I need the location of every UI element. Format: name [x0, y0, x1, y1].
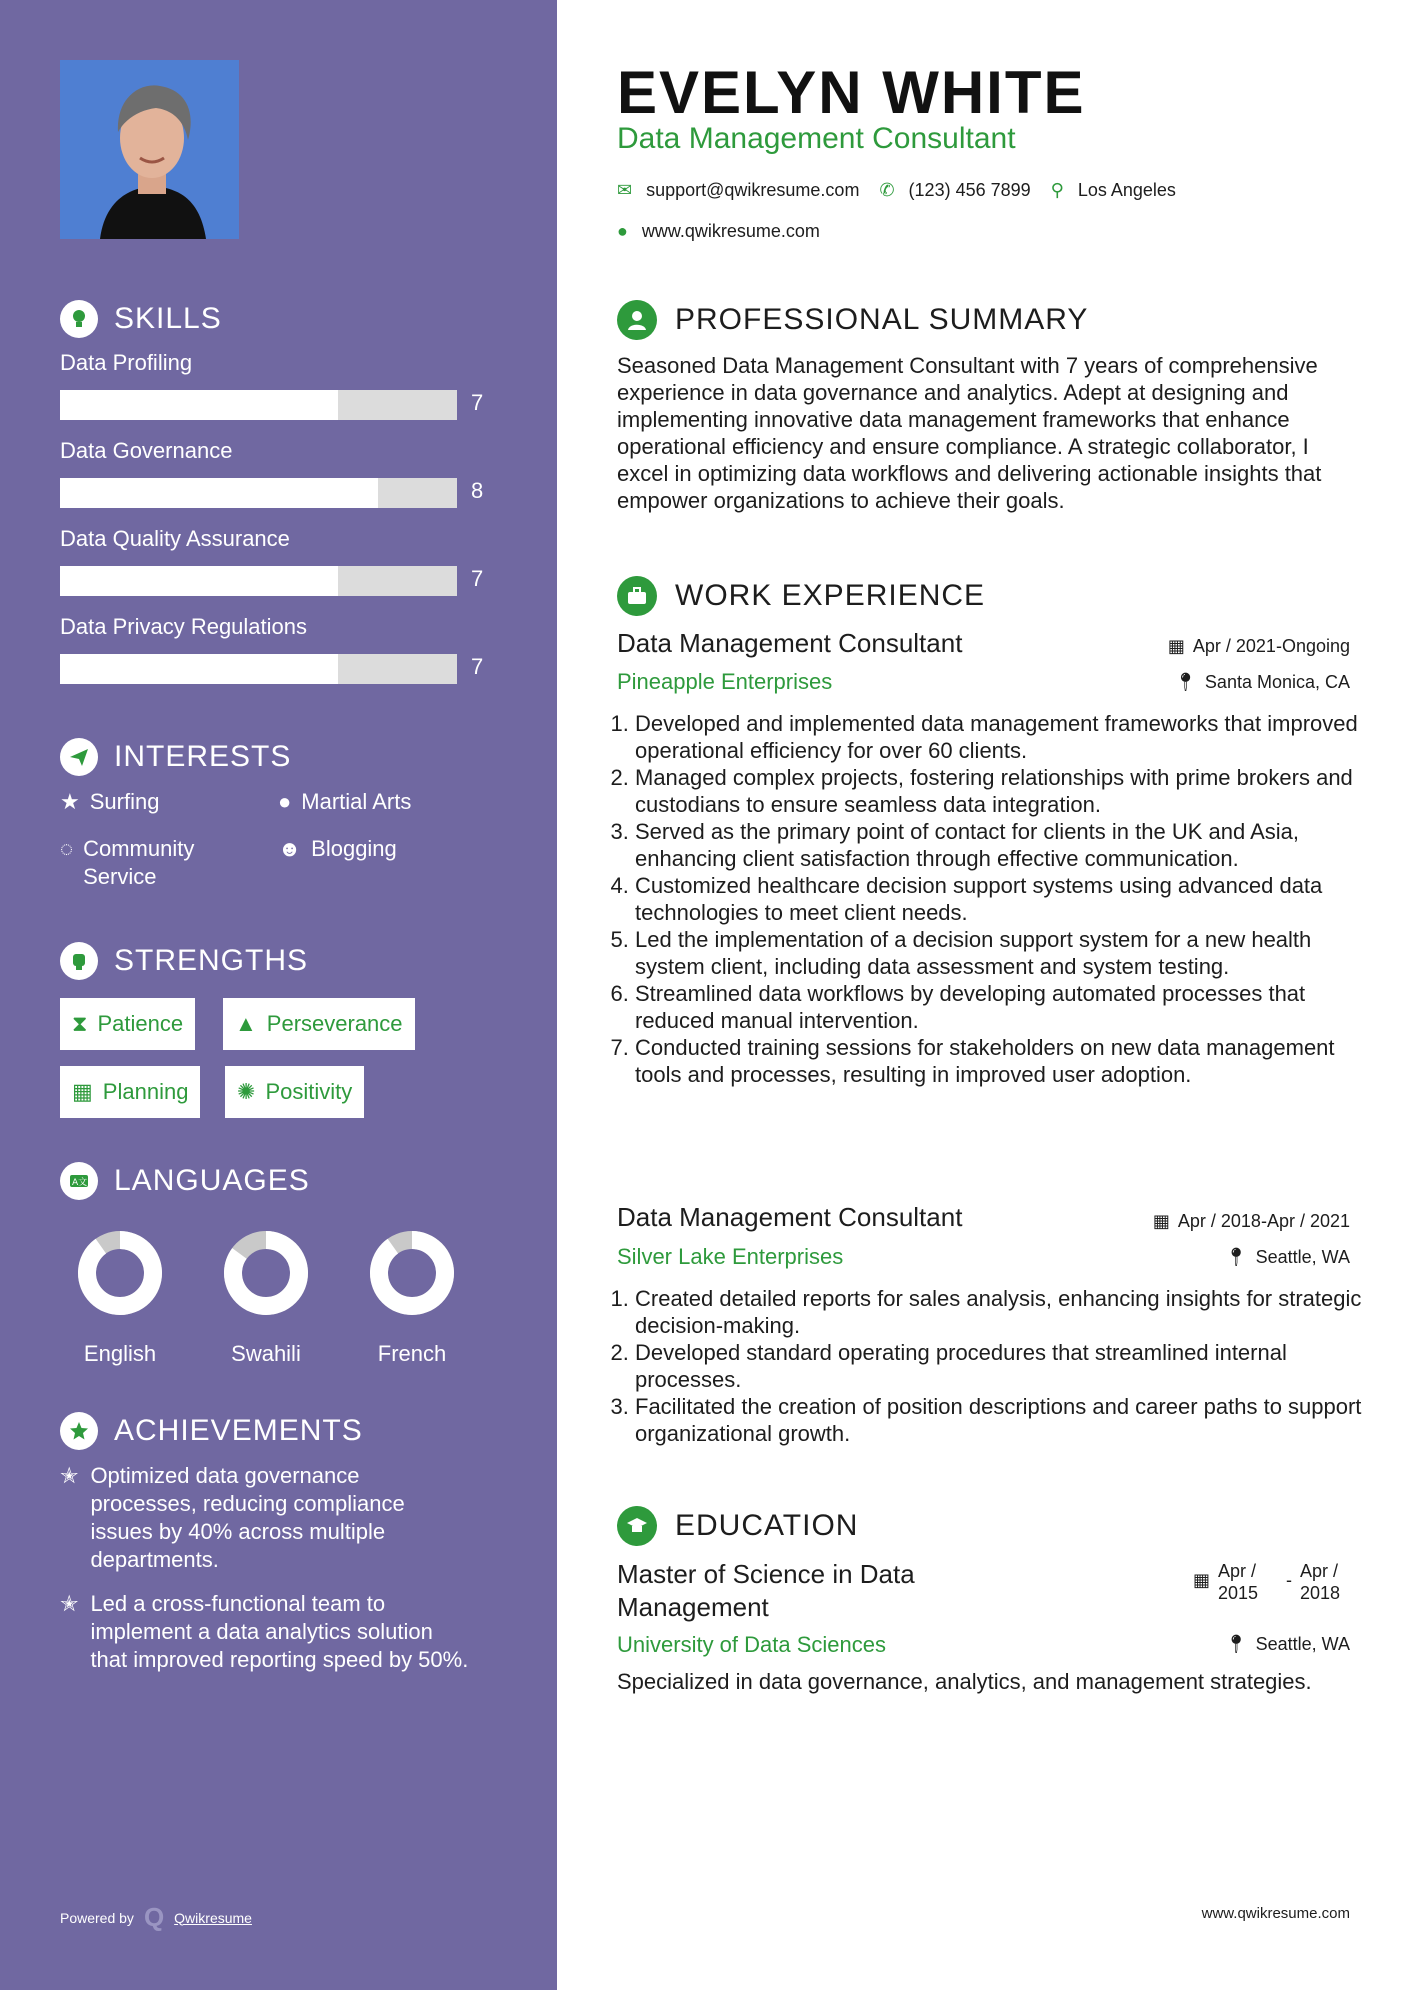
- list-item: 6. Streamlined data workflows by developing automated processes that reduced manual intervention.: [635, 980, 1375, 1034]
- job-company: Silver Lake Enterprises: [617, 1244, 844, 1269]
- strength-label: Positivity: [265, 1079, 353, 1104]
- job-dates-text: Apr / 2018-Apr / 2021: [1177, 1211, 1350, 1231]
- job-location: [1174, 672, 1350, 693]
- job-dates-text: Apr / 2021-Ongoing: [1192, 636, 1350, 656]
- hand-icon: ◌: [60, 836, 74, 861]
- footer-site[interactable]: www.qwikresume.com: [1201, 1905, 1350, 1922]
- website-row: [617, 221, 820, 242]
- star-icon: ★: [60, 789, 80, 814]
- achievement-text: Optimized data governance processes, reducing compliance issues by 40% across multiple departments.: [90, 1463, 405, 1572]
- job-location-text: Seattle, WA: [1255, 1247, 1350, 1267]
- skills-heading: [60, 300, 222, 338]
- achievements-heading: [60, 1412, 363, 1450]
- languages-title: LANGUAGES: [114, 1164, 310, 1197]
- lightbulb-icon: [60, 300, 98, 338]
- pin-icon: 📍︎: [1224, 1247, 1248, 1267]
- date-separator: -: [1286, 1570, 1292, 1590]
- education-description: Specialized in data governance, analytics, and management strategies.: [617, 1669, 1312, 1694]
- skill-bar-fill: [60, 478, 378, 508]
- phone-icon: ✆: [879, 180, 895, 200]
- main-content: [557, 0, 1407, 1990]
- summary-title: PROFESSIONAL SUMMARY: [675, 303, 1089, 336]
- education-location-text: Seattle, WA: [1255, 1634, 1350, 1654]
- award-icon: [60, 1412, 98, 1450]
- skill-name: Data Privacy Regulations: [60, 614, 308, 639]
- briefcase-icon: [617, 576, 657, 616]
- interest-item: [60, 788, 159, 816]
- map-pin-icon: ⚲: [1050, 180, 1064, 200]
- hourglass-icon: ⧗: [72, 1011, 88, 1036]
- list-item: 3. Served as the primary point of contact for clients in the UK and Asia, enhancing client satisfaction through effective communication.: [635, 818, 1375, 872]
- contact-website[interactable]: www.qwikresume.com: [641, 221, 820, 241]
- skill-name: Data Profiling: [60, 350, 193, 375]
- achievement-item: [60, 1462, 500, 1574]
- globe-icon: ●: [278, 789, 292, 814]
- calendar-icon: ▦: [72, 1079, 93, 1104]
- brand-link[interactable]: Qwikresume: [174, 1909, 252, 1926]
- list-item: 5. Led the implementation of a decision support system for a new health system client, including data assessment and system testing.: [635, 926, 1375, 980]
- strength-label: Patience: [97, 1011, 184, 1036]
- calendar-icon: ▦: [1167, 636, 1185, 656]
- powered-by: [60, 1902, 252, 1933]
- strengths-title: STRENGTHS: [114, 944, 309, 977]
- list-item: 3. Facilitated the creation of position descriptions and career paths to support organizational growth.: [635, 1393, 1375, 1447]
- language-item: [60, 1228, 180, 1367]
- language-ring: [60, 1228, 180, 1318]
- skill-bar-fill: [60, 390, 338, 420]
- education-start: Apr / 2015: [1218, 1561, 1259, 1603]
- skill-level: 7: [471, 654, 484, 679]
- skill-level: 7: [471, 390, 484, 415]
- contact-phone[interactable]: (123) 456 7899: [908, 180, 1031, 200]
- list-item: 2. Developed standard operating procedures that streamlined internal processes.: [635, 1339, 1375, 1393]
- job-bullets: [607, 710, 1375, 1088]
- skill-name: Data Governance: [60, 438, 233, 463]
- qwikresume-logo-icon: Q: [143, 1902, 165, 1932]
- language-ring: [206, 1228, 326, 1318]
- job-company: Pineapple Enterprises: [617, 669, 833, 694]
- pin-icon: 📍︎: [1174, 672, 1197, 692]
- contact-row: [617, 180, 1176, 201]
- interest-item: [60, 835, 213, 891]
- strength-label: Perseverance: [266, 1011, 403, 1036]
- list-item: 1. Developed and implemented data management frameworks that improved operational efficiency for over 60 clients.: [635, 710, 1375, 764]
- contact-location: Los Angeles: [1077, 180, 1176, 200]
- interest-label: Surfing: [89, 789, 160, 814]
- strength-chip: [225, 1066, 364, 1118]
- experience-heading: [617, 576, 985, 616]
- interests-heading: [60, 738, 291, 776]
- strength-chip: [223, 998, 415, 1050]
- strength-chip: [60, 1066, 200, 1118]
- svg-text:A文: A文: [72, 1178, 88, 1188]
- language-name: French: [377, 1341, 447, 1366]
- calendar-icon: ▦: [1152, 1211, 1170, 1231]
- language-ring: [352, 1228, 472, 1318]
- experience-title: WORK EXPERIENCE: [675, 579, 986, 612]
- users-icon: ☻: [278, 836, 302, 861]
- star-burst-icon: ✭: [60, 1463, 79, 1488]
- envelope-icon: ✉: [617, 180, 633, 200]
- list-item: 1. Created detailed reports for sales analysis, enhancing insights for strategic decision-making.: [635, 1285, 1375, 1339]
- school-name: University of Data Sciences: [617, 1632, 886, 1657]
- skill-item: [60, 614, 500, 684]
- sun-icon: ✺: [237, 1079, 256, 1104]
- person-name: EVELYN WHITE: [617, 59, 1086, 126]
- translate-icon: [60, 1162, 98, 1200]
- skill-name: Data Quality Assurance: [60, 526, 290, 551]
- summary-text: Seasoned Data Management Consultant with 7 years of comprehensive experience in data governance and analytics. Adept at designing and implementing innovative data management frameworks that enhance operational efficiency and ensure compliance. A strategic collaborator, I excel in optimizing data workflows and delivering actionable insights that empower organizations to achieve their goals.: [617, 353, 1322, 513]
- user-icon: [617, 300, 657, 340]
- achievement-text: Led a cross-functional team to implement a data analytics solution that improved reporting speed by 50%.: [90, 1591, 469, 1672]
- profile-photo: [60, 60, 239, 239]
- person-role: Data Management Consultant: [617, 122, 1016, 155]
- skill-level: 7: [471, 566, 484, 591]
- education-end: Apr / 2018: [1300, 1561, 1341, 1603]
- road-icon: ▲: [235, 1011, 257, 1036]
- list-item: 4. Customized healthcare decision support systems using advanced data technologies to meet client needs.: [635, 872, 1375, 926]
- job-bullets: [607, 1285, 1375, 1447]
- skill-bar-fill: [60, 654, 338, 684]
- fist-icon: [60, 942, 98, 980]
- language-name: Swahili: [231, 1341, 301, 1366]
- strength-label: Planning: [102, 1079, 189, 1104]
- list-item: 7. Conducted training sessions for stakeholders on new data management tools and processes, resulting in improved user adoption.: [635, 1034, 1375, 1088]
- calendar-icon: ▦: [1192, 1570, 1210, 1590]
- skill-item: [60, 350, 500, 420]
- skill-level: 8: [471, 478, 484, 503]
- interest-item: [278, 788, 411, 816]
- paper-plane-icon: [60, 738, 98, 776]
- interests-title: INTERESTS: [114, 740, 292, 773]
- education-title: EDUCATION: [675, 1509, 859, 1542]
- star-burst-icon: ✭: [60, 1591, 79, 1616]
- skill-item: [60, 438, 500, 508]
- education-heading: [617, 1506, 858, 1546]
- interest-label: Blogging: [311, 836, 397, 861]
- job-dates: [1168, 636, 1350, 657]
- strengths-heading: [60, 942, 308, 980]
- graduation-cap-icon: [617, 1506, 657, 1546]
- interest-label: Community Service: [83, 836, 195, 889]
- degree-title: Master of Science in Data Management: [617, 1559, 915, 1622]
- education-dates: [1193, 1560, 1350, 1604]
- language-item: [206, 1228, 326, 1367]
- summary-heading: [617, 300, 1088, 340]
- job-title: Data Management Consultant: [617, 628, 963, 658]
- job-dates: [1153, 1211, 1350, 1232]
- skill-bar-fill: [60, 566, 338, 596]
- job-title: Data Management Consultant: [617, 1202, 963, 1232]
- languages-heading: [60, 1162, 310, 1200]
- achievement-item: [60, 1590, 500, 1674]
- list-item: 2. Managed complex projects, fostering relationships with prime brokers and custodians to ensure seamless data integration.: [635, 764, 1375, 818]
- strength-chip: [60, 998, 195, 1050]
- interest-item: [278, 835, 397, 863]
- skills-title: SKILLS: [114, 302, 222, 335]
- contact-email[interactable]: support@qwikresume.com: [646, 180, 860, 200]
- skill-item: [60, 526, 500, 596]
- job-location-text: Santa Monica, CA: [1204, 672, 1350, 692]
- education-location: [1225, 1634, 1350, 1655]
- language-name: English: [83, 1341, 157, 1366]
- interest-label: Martial Arts: [301, 789, 412, 814]
- sidebar: [0, 0, 557, 1990]
- language-item: [352, 1228, 472, 1367]
- achievements-title: ACHIEVEMENTS: [114, 1414, 363, 1447]
- powered-by-label: Powered by: [60, 1909, 134, 1926]
- globe-icon: ●: [617, 221, 628, 241]
- pin-icon: 📍︎: [1224, 1634, 1248, 1654]
- job-location: [1225, 1247, 1350, 1268]
